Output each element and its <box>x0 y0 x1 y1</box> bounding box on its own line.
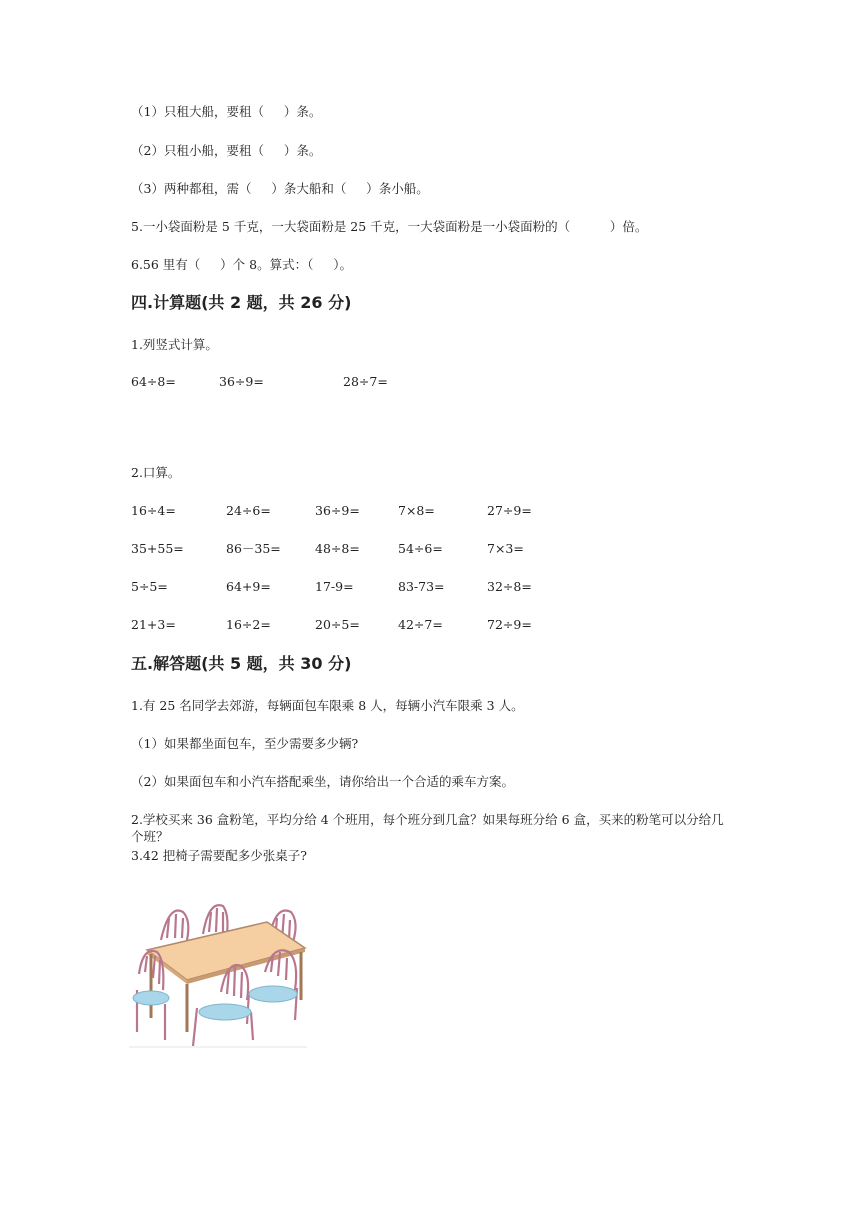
oral-calc-item: 32÷8= <box>487 579 532 594</box>
table-with-chairs-illustration <box>129 900 307 1048</box>
oral-calc-item: 27÷9= <box>487 503 532 518</box>
vertical-calc-item: 64÷8= <box>131 374 176 389</box>
oral-calc-item: 7×8= <box>398 503 435 518</box>
oral-calc-item: 36÷9= <box>315 503 360 518</box>
oral-calc-item: 48÷8= <box>315 541 360 556</box>
q5-text: 5.一小袋面粉是 5 千克，一大袋面粉是 25 千克，一大袋面粉是一小袋面粉的（ ）倍。 <box>131 219 648 234</box>
section5-heading: 五.解答题(共 5 题，共 30 分) <box>131 654 352 673</box>
q4-sub1: （1）只租大船，要租（ ）条。 <box>131 104 322 119</box>
problem2-text: 2.学校买来 36 盒粉笔，平均分给 4 个班用，每个班分到几盒？如果每班分给 6 盒，买来的粉笔可以分给几个班？ <box>131 812 724 844</box>
oral-calc-item: 16÷2= <box>226 617 271 632</box>
vertical-calc-item: 36÷9= <box>219 374 264 389</box>
section4-heading: 四.计算题(共 2 题，共 26 分) <box>131 293 352 312</box>
oral-calc-item: 86－35= <box>226 541 281 556</box>
problem1-sub2: （2）如果面包车和小汽车搭配乘坐，请你给出一个合适的乘车方案。 <box>131 774 514 789</box>
oral-calc-item: 24÷6= <box>226 503 271 518</box>
oral-calc-item: 72÷9= <box>487 617 532 632</box>
q6-text: 6.56 里有（ ）个 8。算式：（ ）。 <box>131 257 352 272</box>
oral-calc-item: 17-9= <box>315 579 354 594</box>
oral-calc-item: 16÷4= <box>131 503 176 518</box>
vertical-calc-item: 28÷7= <box>343 374 388 389</box>
problem3-text: 3.42 把椅子需要配多少张桌子? <box>131 848 308 863</box>
oral-calc-item: 64+9= <box>226 579 271 594</box>
q4-sub3: （3）两种都租，需（ ）条大船和（ ）条小船。 <box>131 181 429 196</box>
oral-calc-item: 20÷5= <box>315 617 360 632</box>
oral-calc-item: 83-73= <box>398 579 445 594</box>
oral-calc-item: 54÷6= <box>398 541 443 556</box>
oral-calc-item: 35+55= <box>131 541 184 556</box>
vertical-calc-label: 1.列竖式计算。 <box>131 337 218 352</box>
oral-calc-item: 21+3= <box>131 617 176 632</box>
table-chairs-icon <box>129 900 307 1048</box>
oral-calc-item: 7×3= <box>487 541 524 556</box>
oral-calc-item: 5÷5= <box>131 579 168 594</box>
q4-sub2: （2）只租小船，要租（ ）条。 <box>131 143 322 158</box>
problem1-text: 1.有 25 名同学去郊游，每辆面包车限乘 8 人，每辆小汽车限乘 3 人。 <box>131 698 524 713</box>
oral-calc-item: 42÷7= <box>398 617 443 632</box>
problem1-sub1: （1）如果都坐面包车，至少需要多少辆? <box>131 736 359 751</box>
oral-calc-label: 2.口算。 <box>131 465 181 480</box>
